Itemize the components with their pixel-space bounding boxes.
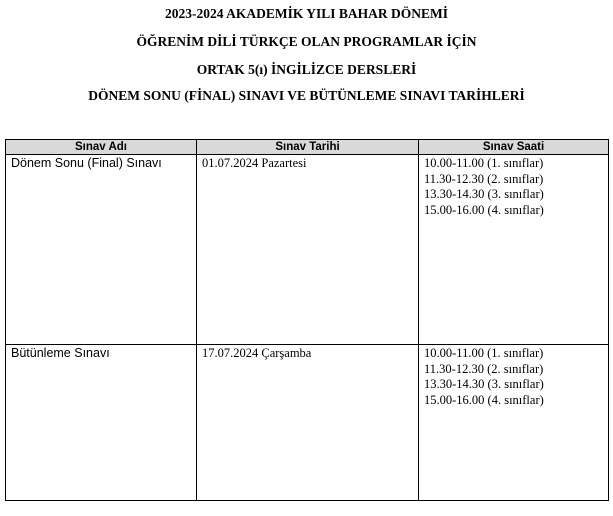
exam-time-list: [424, 156, 606, 218]
exam-time-item: 11.30-12.30 (2. sınıflar): [424, 171, 544, 186]
table-row: [6, 155, 609, 345]
exam-time-item: 15.00-16.00 (4. sınıflar): [424, 392, 544, 407]
header-programs: ÖĞRENİM DİLİ TÜRKÇE OLAN PROGRAMLAR İÇİN: [136, 34, 477, 49]
exam-date-cell: 17.07.2024 Çarşamba: [197, 345, 419, 501]
header-academic-year: 2023-2024 AKADEMİK YILI BAHAR DÖNEMİ: [164, 6, 448, 21]
exam-schedule-table: [5, 139, 609, 501]
exam-name-cell: Dönem Sonu (Final) Sınavı: [6, 155, 197, 345]
exam-time-item: 13.30-14.30 (3. sınıflar): [424, 377, 544, 391]
column-header-exam-name: Sınav Adı: [6, 140, 197, 155]
table-row: [6, 345, 609, 501]
exam-name-cell: Bütünleme Sınavı: [6, 345, 197, 501]
exam-time-cell: [419, 155, 609, 345]
exam-time-item: 15.00-16.00 (4. sınıflar): [424, 202, 544, 217]
exam-time-item: 13.30-14.30 (3. sınıflar): [424, 187, 544, 201]
exam-time-cell: [419, 345, 609, 501]
column-header-exam-date: Sınav Tarihi: [197, 140, 419, 155]
exam-time-item: 10.00-11.00 (1. sınıflar): [424, 156, 544, 170]
exam-time-item: 11.30-12.30 (2. sınıflar): [424, 361, 544, 376]
header-exam-dates-title: DÖNEM SONU (FİNAL) SINAVI VE BÜTÜNLEME SINAVI TARİHLERİ: [88, 88, 525, 103]
exam-time-list: [424, 346, 606, 408]
table-header-row: [6, 140, 609, 155]
column-header-exam-time: Sınav Saati: [419, 140, 609, 155]
header-courses: ORTAK 5(ı) İNGİLİZCE DERSLERİ: [196, 62, 417, 77]
exam-date-cell: 01.07.2024 Pazartesi: [197, 155, 419, 345]
exam-time-item: 10.00-11.00 (1. sınıflar): [424, 346, 544, 360]
